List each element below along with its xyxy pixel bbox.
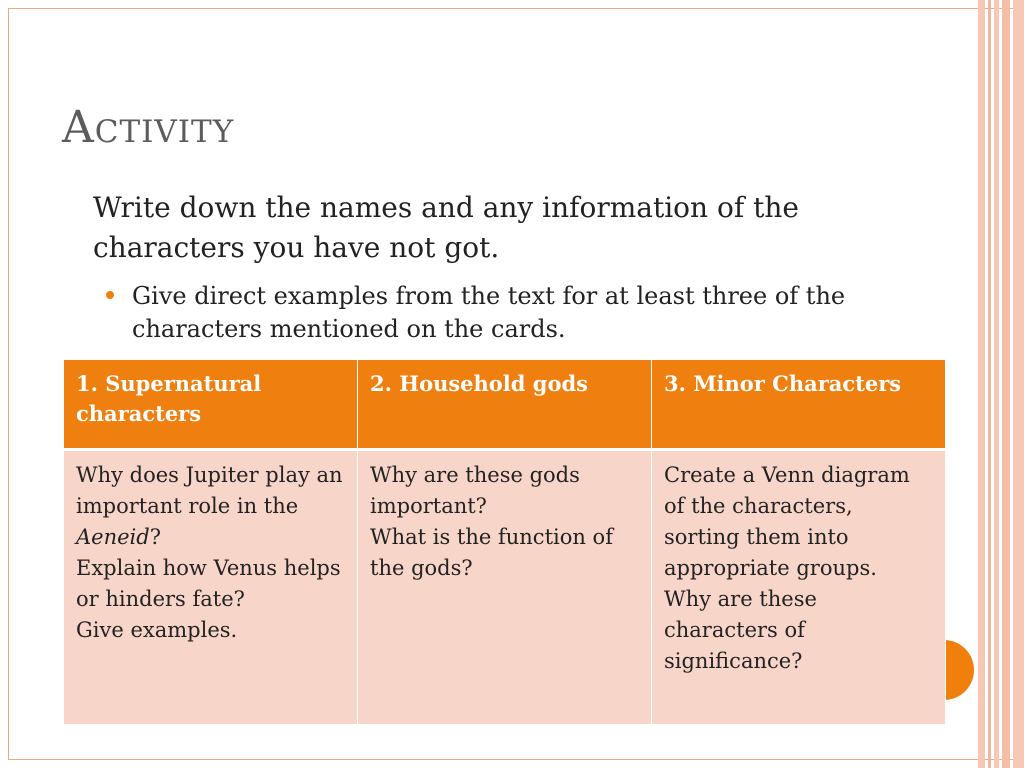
cell-line: Why are these characters of significance? (664, 587, 817, 673)
cell-line: Create a Venn diagram of the characters, sorting them into appropriate groups. (664, 463, 910, 580)
bullet-item (106, 280, 876, 346)
cell-line: What is the function of the gods? (370, 525, 613, 580)
decorative-stripe (1002, 0, 1010, 768)
table-cell-minor-characters (652, 449, 945, 724)
decorative-stripe (1013, 0, 1024, 768)
table-cell-supernatural (64, 449, 357, 724)
activity-table (63, 359, 946, 725)
cell-line: Why are these gods important? (370, 463, 580, 518)
table-header-supernatural: 1. Supernatural characters (64, 360, 357, 448)
table-header-household-gods: 2. Household gods (358, 360, 651, 448)
table-header-minor-characters: 3. Minor Characters (652, 360, 945, 448)
decorative-stripe (978, 0, 985, 768)
bullet-text: Give direct examples from the text for at least three of the characters mentioned on the cards. (132, 282, 846, 343)
slide-title: Activity (62, 102, 235, 153)
bullet-dot-icon (106, 291, 114, 299)
decorative-stripe (988, 0, 991, 768)
cell-line: Give examples. (76, 618, 238, 642)
intro-text: Write down the names and any information of the characters you have not got. (93, 191, 799, 264)
cell-text-italic: Aeneid (76, 525, 150, 549)
table-cell-household-gods (358, 449, 651, 724)
cell-line (76, 460, 345, 553)
cell-text: ? (149, 525, 161, 549)
cell-line: Explain how Venus helps or hinders fate? (76, 556, 341, 611)
cell-text: Why does Jupiter play an important role in the (76, 463, 343, 518)
decorative-stripe (994, 0, 999, 768)
